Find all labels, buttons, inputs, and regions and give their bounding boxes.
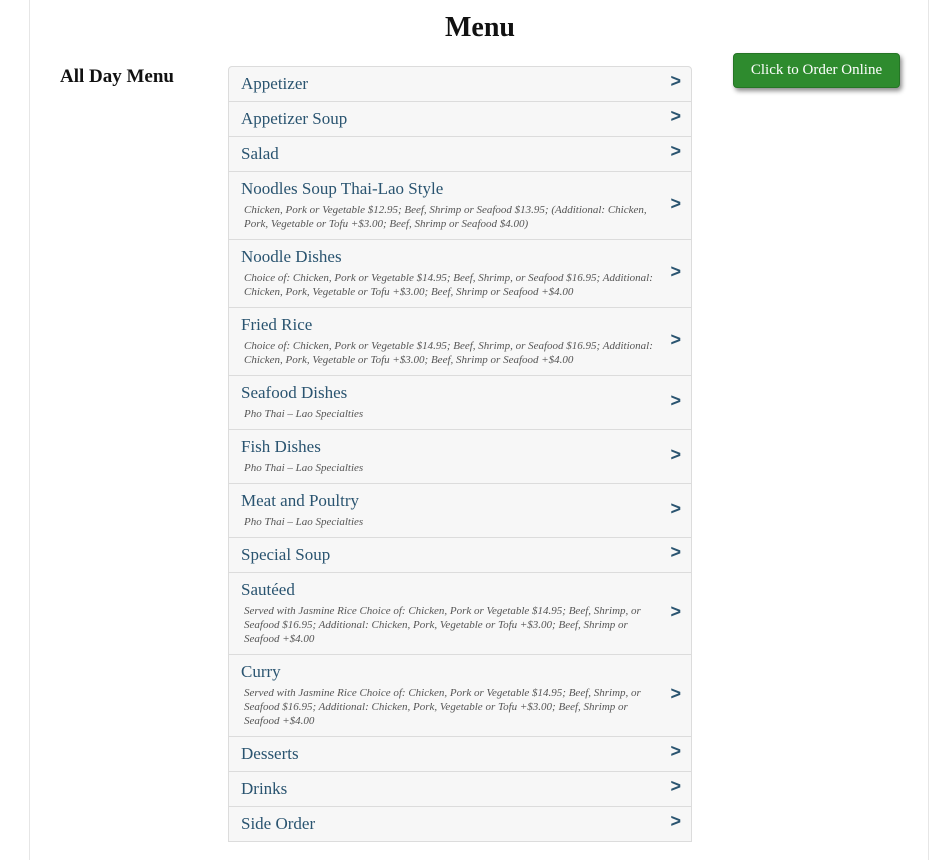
chevron-right-icon: > [670, 811, 681, 831]
menu-section-description: Pho Thai – Lao Specialties [244, 408, 364, 420]
chevron-right-icon: > [670, 682, 681, 703]
menu-section-side-order[interactable] [228, 807, 692, 842]
menu-section-fish-dishes[interactable] [228, 430, 692, 484]
menu-section-title: Desserts [241, 744, 299, 763]
chevron-right-icon: > [670, 600, 681, 621]
chevron-right-icon: > [670, 776, 681, 796]
menu-section-salad[interactable] [228, 137, 692, 172]
menu-section-drinks[interactable] [228, 772, 692, 807]
menu-section-seafood-dishes[interactable] [228, 376, 692, 430]
menu-section-title: Fried Rice [241, 315, 313, 334]
chevron-right-icon: > [670, 542, 681, 562]
menu-section-curry[interactable] [228, 655, 692, 737]
menu-section-meat-and-poultry[interactable] [228, 484, 692, 538]
menu-section-title: Noodles Soup Thai-Lao Style [241, 179, 444, 198]
chevron-right-icon: > [670, 328, 681, 349]
menu-section-description: Pho Thai – Lao Specialties [244, 462, 364, 474]
menu-section-description: Choice of: Chicken, Pork or Vegetable $14.95; Beef, Shrimp, or Seafood $16.95; Additional: Chicken, Pork, Vegetable or Tofu +$3.00; Beef, Shrimp or Seafood +$4.00 [244, 340, 653, 366]
chevron-right-icon: > [670, 71, 681, 91]
menu-section-title: Noodle Dishes [241, 247, 342, 266]
chevron-right-icon: > [670, 260, 681, 281]
chevron-right-icon: > [670, 192, 681, 213]
menu-section-appetizer[interactable] [228, 66, 692, 102]
menu-section-description: Chicken, Pork or Vegetable $12.95; Beef, Shrimp or Seafood $13.95; (Additional: Chicken, Pork, Vegetable or Tofu +$3.00; Beef, Shrimp or Seafood $4.00) [244, 204, 647, 230]
menu-section-fried-rice[interactable] [228, 308, 692, 376]
menu-section-description: Pho Thai – Lao Specialties [244, 516, 364, 528]
chevron-right-icon: > [670, 106, 681, 126]
menu-section-title: Curry [241, 662, 281, 681]
menu-section-title: Seafood Dishes [241, 383, 348, 402]
chevron-right-icon: > [670, 389, 681, 410]
menu-section-title: Salad [241, 144, 279, 163]
menu-section-special-soup[interactable] [228, 538, 692, 573]
chevron-right-icon: > [670, 443, 681, 464]
all-day-menu-heading: All Day Menu [60, 66, 174, 87]
menu-section-title: Special Soup [241, 545, 331, 564]
menu-section-title: Sautéed [241, 580, 295, 599]
menu-section-sauteed[interactable] [228, 573, 692, 655]
menu-section-description: Choice of: Chicken, Pork or Vegetable $14.95; Beef, Shrimp, or Seafood $16.95; Additional: Chicken, Pork, Vegetable or Tofu +$3.00; Beef, Shrimp or Seafood +$4.00 [244, 272, 653, 298]
page-title: Menu [445, 12, 515, 43]
menu-section-appetizer-soup[interactable] [228, 102, 692, 137]
menu-section-title: Appetizer [241, 74, 309, 93]
menu-section-title: Meat and Poultry [241, 491, 360, 510]
chevron-right-icon: > [670, 741, 681, 761]
chevron-right-icon: > [670, 141, 681, 161]
page-container [29, 0, 929, 860]
order-online-button[interactable]: Click to Order Online [733, 53, 900, 88]
menu-section-noodle-dishes[interactable] [228, 240, 692, 308]
menu-section-description: Served with Jasmine Rice Choice of: Chicken, Pork or Vegetable $14.95; Beef, Shrimp, or Seafood $16.95; Additional: Chicken, Pork, Vegetable or Tofu +$3.00; Beef, Shrimp or Seafood +$4.00 [244, 687, 641, 727]
menu-section-noodles-soup-thai-lao-style[interactable] [228, 172, 692, 240]
menu-accordion [228, 66, 692, 842]
menu-section-desserts[interactable] [228, 737, 692, 772]
menu-section-title: Appetizer Soup [241, 109, 348, 128]
chevron-right-icon: > [670, 497, 681, 518]
menu-section-title: Drinks [241, 779, 288, 798]
menu-section-description: Served with Jasmine Rice Choice of: Chicken, Pork or Vegetable $14.95; Beef, Shrimp, or Seafood $16.95; Additional: Chicken, Pork, Vegetable or Tofu +$3.00; Beef, Shrimp or Seafood +$4.00 [244, 605, 641, 645]
menu-section-title: Side Order [241, 814, 316, 833]
menu-section-title: Fish Dishes [241, 437, 321, 456]
